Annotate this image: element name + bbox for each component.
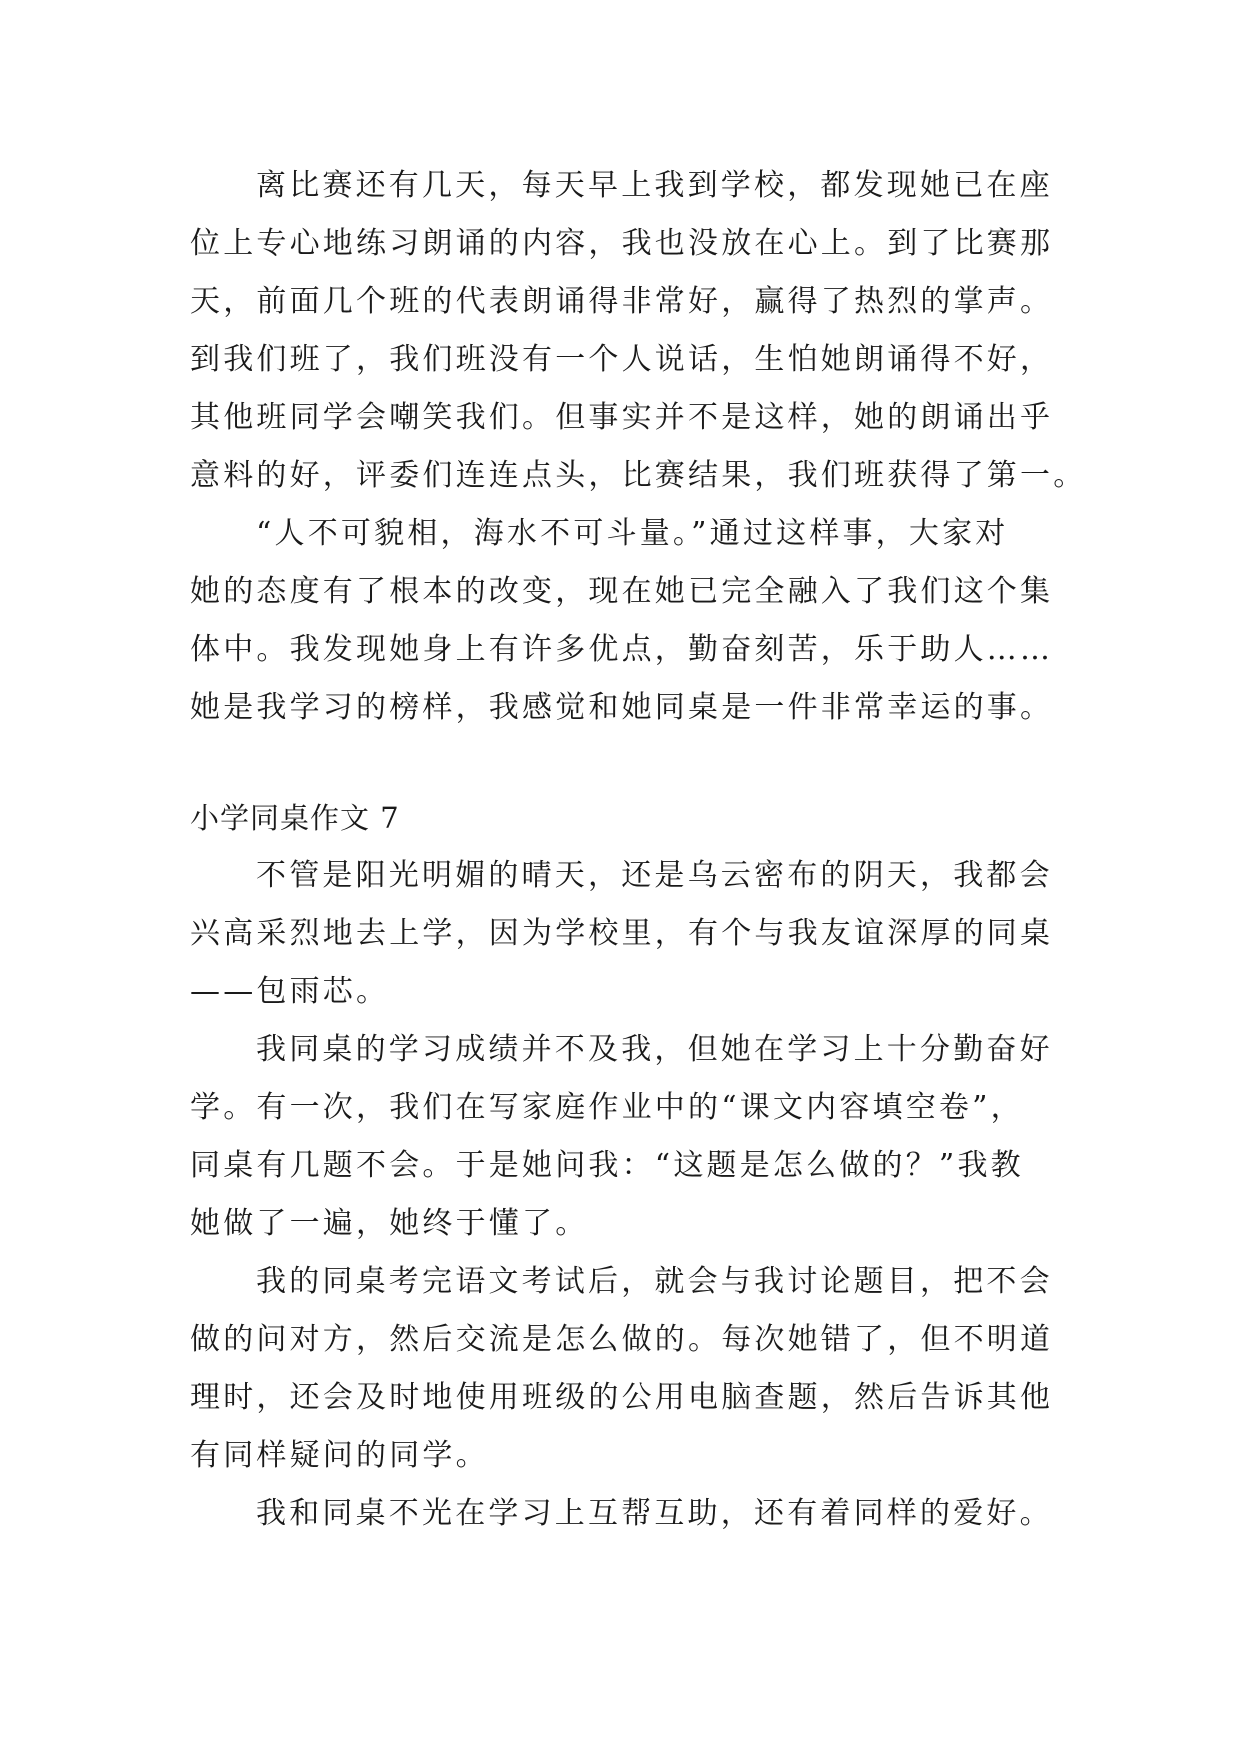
text-line: 她的态度有了根本的改变，现在她已完全融入了我们这个集	[190, 574, 1054, 609]
essay-title: 小学同桌作文 7	[190, 801, 400, 835]
text-line: 做的问对方，然后交流是怎么做的。每次她错了，但不明道	[190, 1322, 1054, 1357]
paragraph	[190, 1253, 1090, 1485]
essay-7	[190, 789, 1090, 1543]
text-line: 意料的好，评委们连连点头，比赛结果，我们班获得了第一。	[190, 458, 1087, 493]
text-line: ——包雨芯。	[190, 974, 390, 1009]
text-line: 学。有一次，我们在写家庭作业中的“课文内容填空卷”，	[190, 1090, 1024, 1125]
text-line: 不管是阳光明媚的晴天，还是乌云密布的阴天，我都会	[256, 858, 1053, 893]
text-line: 有同样疑问的同学。	[190, 1438, 489, 1473]
paragraph	[190, 1021, 1090, 1253]
text-line: 理时，还会及时地使用班级的公用电脑查题，然后告诉其他	[190, 1380, 1054, 1415]
text-line: 她是我学习的榜样，我感觉和她同桌是一件非常幸运的事。	[190, 690, 1054, 725]
text-line: 离比赛还有几天，每天早上我到学校，都发现她已在座	[256, 168, 1053, 203]
paragraph	[190, 157, 1090, 505]
paragraph	[190, 847, 1090, 1021]
text-line: 我和同桌不光在学习上互帮互助，还有着同样的爱好。	[256, 1496, 1053, 1531]
essay-continuation	[190, 157, 1090, 737]
text-line: 我的同桌考完语文考试后，就会与我讨论题目，把不会	[256, 1264, 1053, 1299]
text-line: “人不可貌相，海水不可斗量。”通过这样事，大家对	[256, 516, 1009, 551]
text-line: 体中。我发现她身上有许多优点，勤奋刻苦，乐于助人……	[190, 632, 1054, 667]
text-line: 兴高采烈地去上学，因为学校里，有个与我友谊深厚的同桌	[190, 916, 1054, 951]
text-line: 天，前面几个班的代表朗诵得非常好，赢得了热烈的掌声。	[190, 284, 1054, 319]
text-line: 位上专心地练习朗诵的内容，我也没放在心上。到了比赛那	[190, 226, 1054, 261]
text-line: 到我们班了，我们班没有一个人说话，生怕她朗诵得不好，	[190, 342, 1054, 377]
text-line: 她做了一遍，她终于懂了。	[190, 1206, 589, 1241]
text-line: 我同桌的学习成绩并不及我，但她在学习上十分勤奋好	[256, 1032, 1053, 1067]
paragraph	[190, 1485, 1090, 1543]
text-line: 其他班同学会嘲笑我们。但事实并不是这样，她的朗诵出乎	[190, 400, 1054, 435]
text-line: 同桌有几题不会。于是她问我：“这题是怎么做的？”我教	[190, 1148, 1024, 1183]
paragraph	[190, 505, 1090, 737]
